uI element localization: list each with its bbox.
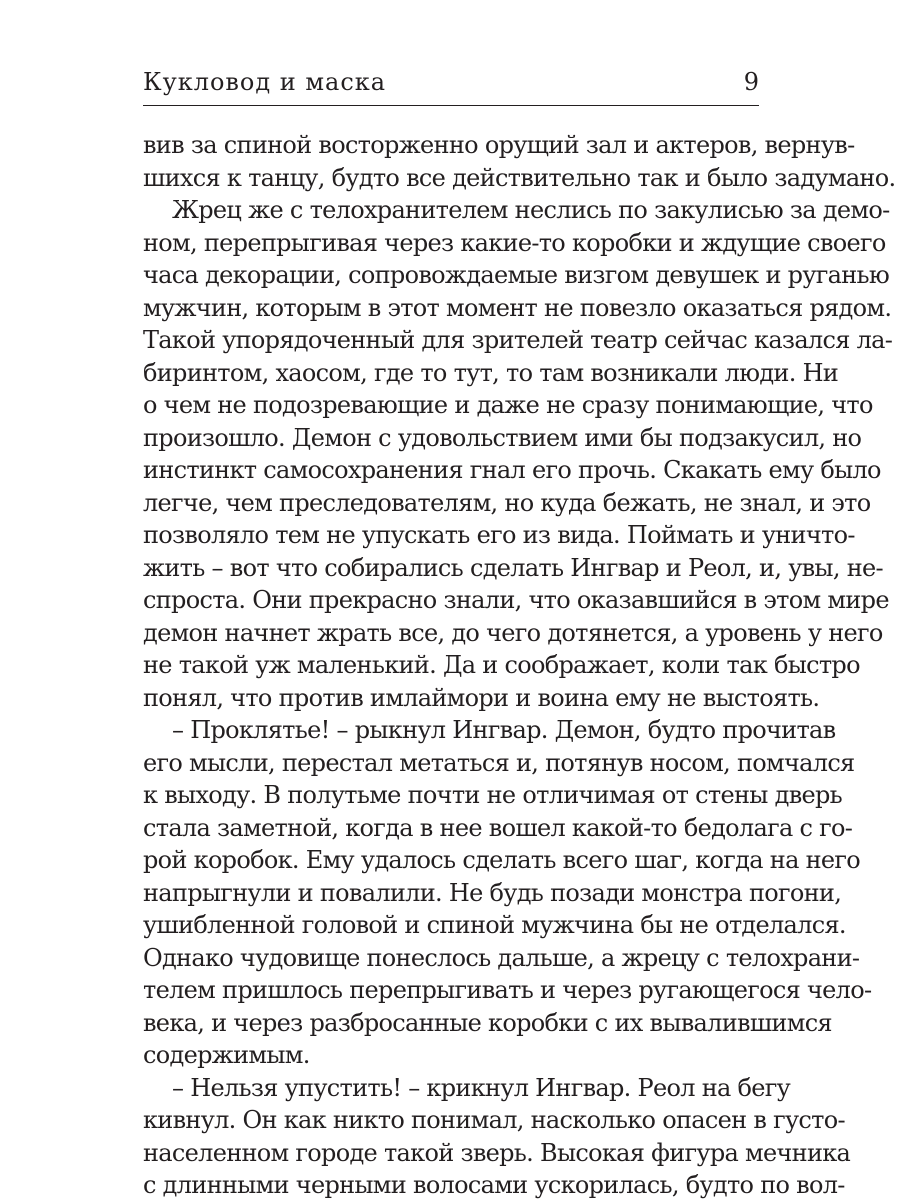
text-line: – Нельзя упустить! – крикнул Ингвар. Реол на бегу [172, 1073, 791, 1102]
header-rule [143, 105, 759, 106]
text-line: шихся к танцу, будто все действительно так и было задумано. [143, 163, 896, 192]
text-line: кивнул. Он как никто понимал, насколько опасен в густо- [143, 1106, 845, 1134]
text-line: к выходу. В полутьме почти не отличимая от стены дверь [143, 781, 843, 809]
text-line: Жрец же с телохранителем неслись по закулисью за демо- [172, 196, 890, 224]
text-line: инстинкт самосохранения гнал его прочь. Скакать ему было [143, 456, 881, 484]
text-line: телем пришлось перепрыгивать и через ругающегося чело- [143, 976, 872, 1004]
running-header [143, 66, 759, 98]
text-line: содержимым. [143, 1041, 310, 1069]
text-line: его мысли, перестал метаться и, потянув носом, помчался [143, 748, 855, 777]
text-line: вив за спиной восторженно орущий зал и актеров, вернув- [143, 131, 855, 159]
text-line: рой коробок. Ему удалось сделать всего шаг, когда на него [143, 846, 861, 874]
text-line: стала заметной, когда в нее вошел какой-то бедолага с го- [143, 813, 853, 842]
text-line: – Проклятье! – рыкнул Ингвар. Демон, будто прочитав [172, 716, 836, 744]
text-line: века, и через разбросанные коробки с их вывалившимся [143, 1008, 832, 1037]
page-number: 9 [743, 68, 759, 96]
text-line: жить – вот что собирались сделать Ингвар и Реол, и, увы, не- [143, 553, 883, 582]
body-text [143, 129, 896, 1202]
text-line: произошло. Демон с удовольствием ими бы подзакусил, но [143, 423, 862, 452]
text-line: населенном городе такой зверь. Высокая фигура мечника [143, 1138, 851, 1167]
text-line: позволяло тем не упускать его из вида. Поймать и уничто- [143, 521, 855, 549]
text-line: ном, перепрыгивая через какие-то коробки и ждущие своего [143, 228, 886, 257]
text-line: легче, чем преследователям, но куда бежать, не знал, и это [143, 488, 871, 517]
text-line: Однако чудовище понеслось дальше, а жрецу с телохрани- [143, 943, 860, 972]
text-line: часа декорации, сопровождаемые визгом девушек и руганью [143, 261, 890, 289]
text-line: Такой упорядоченный для зрителей театр сейчас казался ла- [143, 326, 893, 354]
text-line: мужчин, которым в этот момент не повезло оказаться рядом. [143, 293, 892, 322]
text-line: ушибленной головой и спиной мужчина бы не отделался. [143, 911, 846, 939]
text-line: биринтом, хаосом, где то тут, то там возникали люди. Ни [143, 358, 839, 387]
text-line: демон начнет жрать все, до чего дотянется, а уровень у него [143, 618, 883, 647]
text-line: понял, что против имлаймори и воина ему не выстоять. [143, 683, 820, 712]
text-line: с длинными черными волосами ускорилась, будто по вол- [143, 1171, 845, 1199]
text-line: напрыгнули и повалили. Не будь позади монстра погони, [143, 878, 842, 907]
text-line: спроста. Они прекрасно знали, что оказавшийся в этом мире [143, 586, 889, 614]
book-title: Кукловод и маска [143, 68, 387, 96]
text-line: о чем не подозревающие и даже не сразу понимающие, что [143, 391, 873, 419]
text-line: не такой уж маленький. Да и соображает, коли так быстро [143, 651, 860, 679]
